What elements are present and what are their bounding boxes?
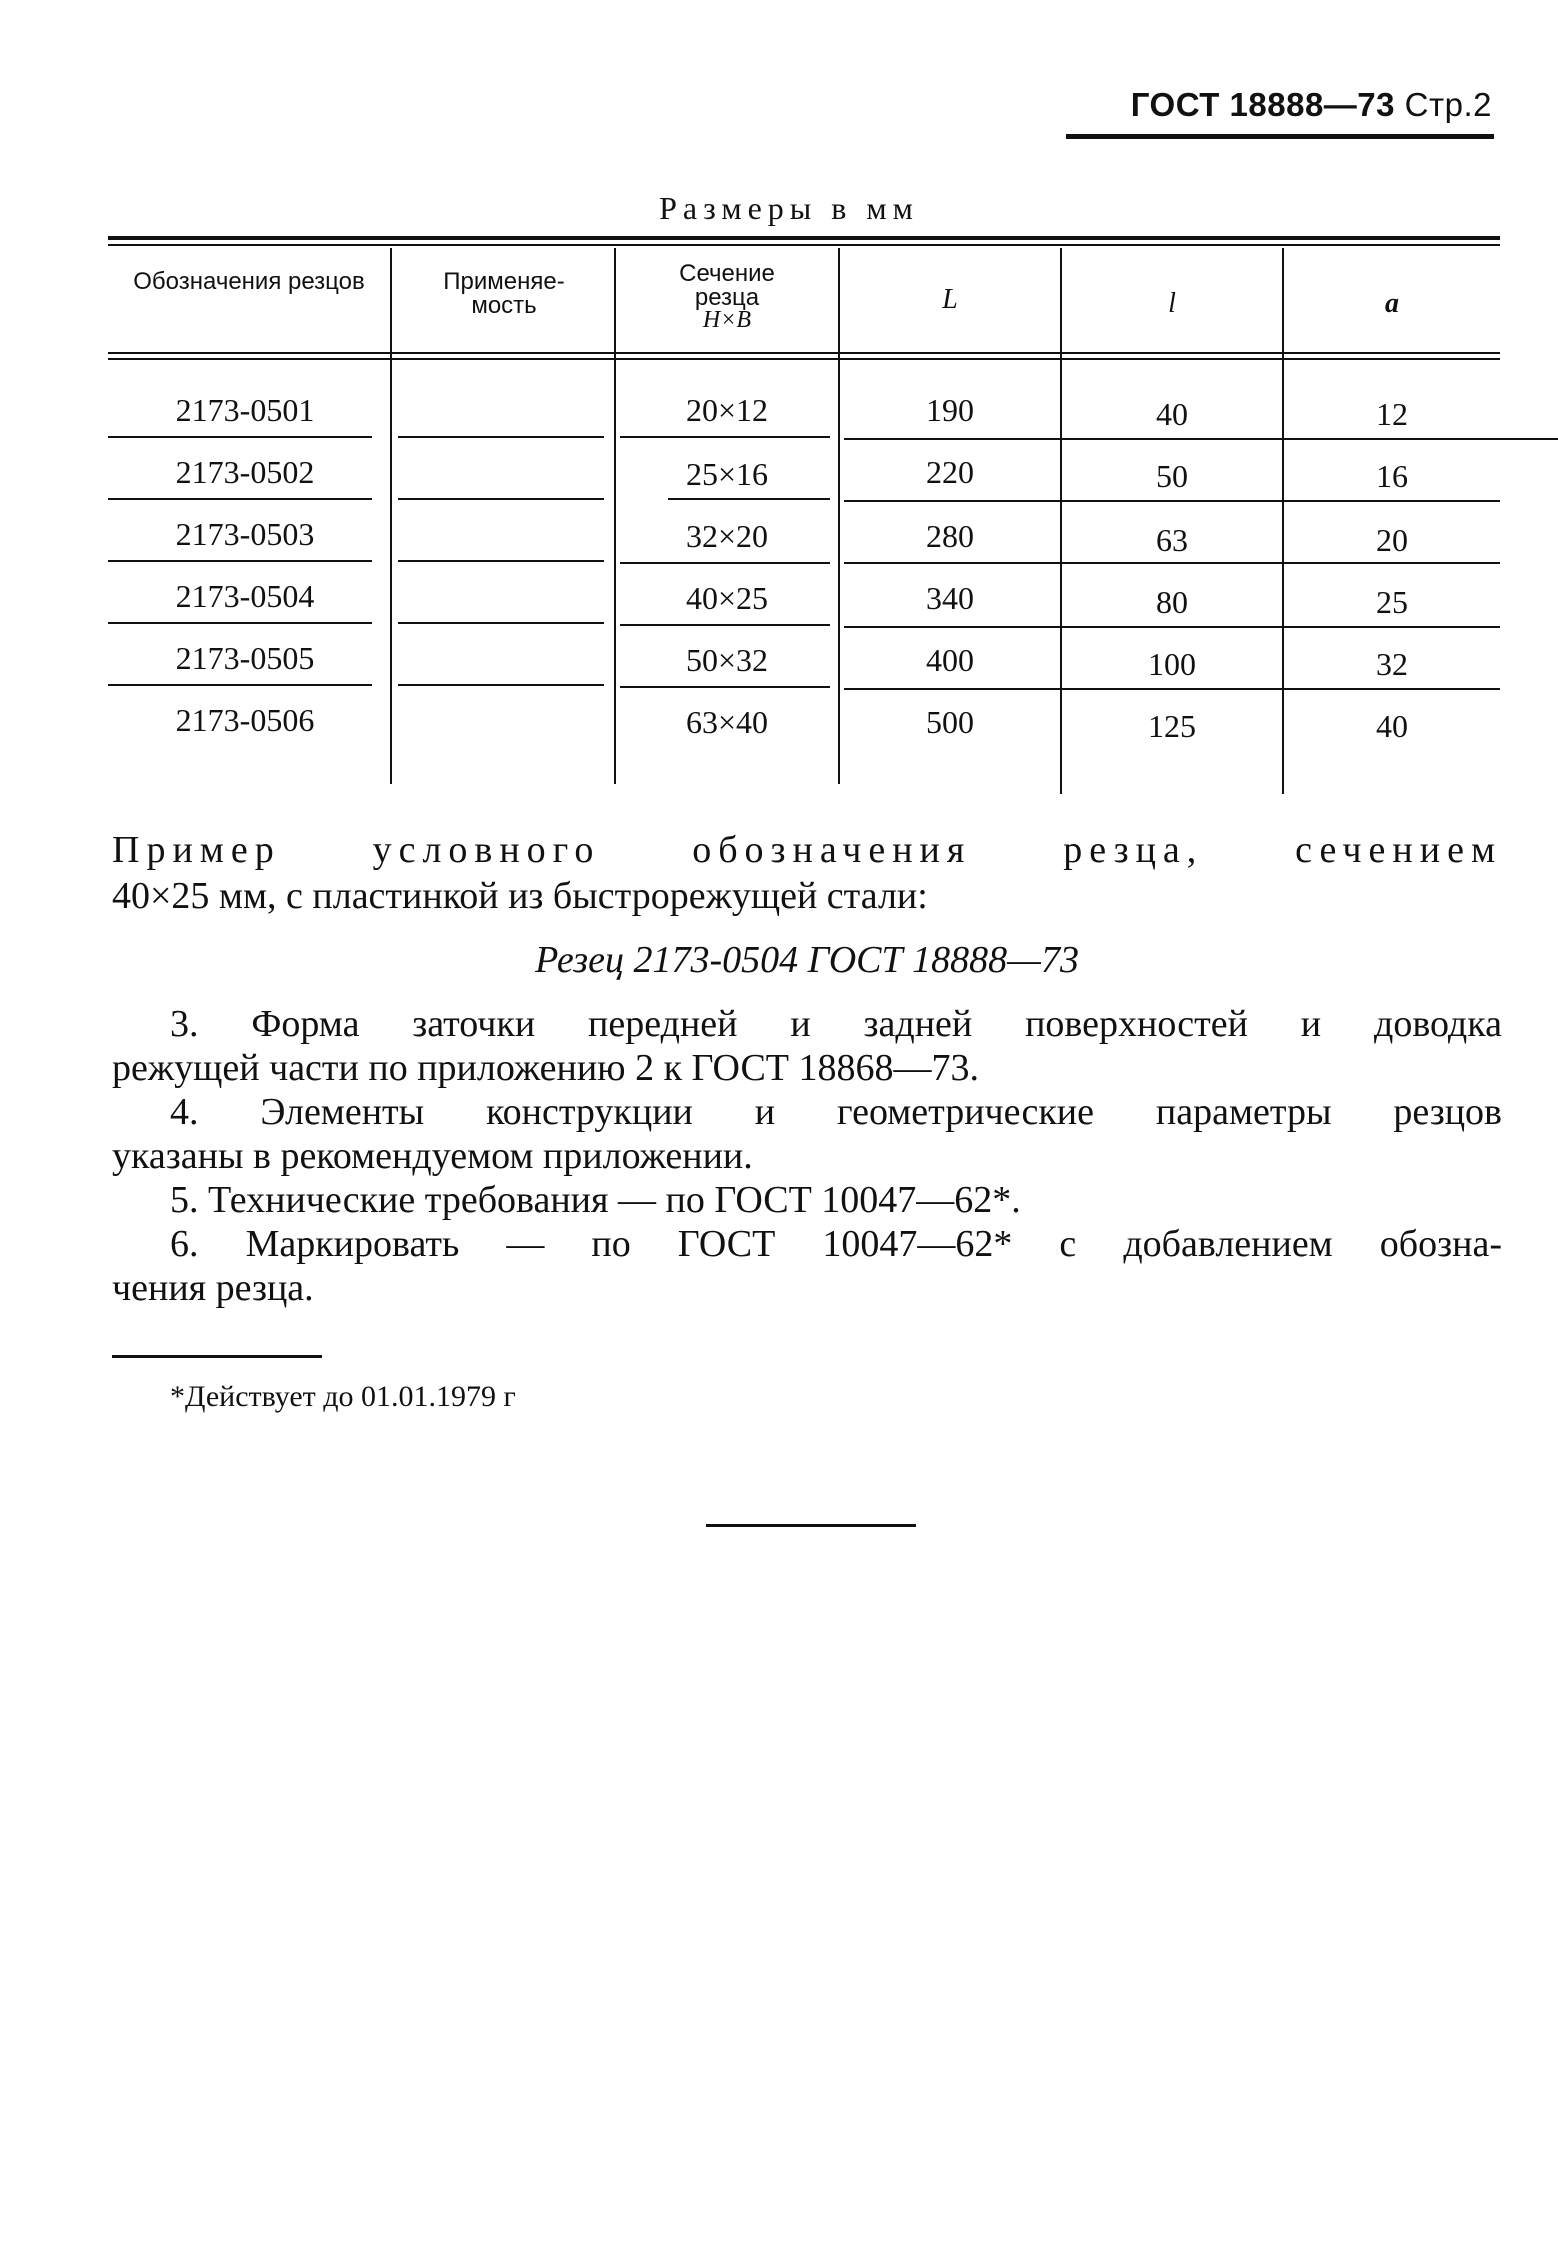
row-rule <box>398 436 604 438</box>
row-rule <box>108 622 372 624</box>
cell-section: 25×16 <box>685 456 769 492</box>
standard-number: ГОСТ 18888—73 <box>1130 86 1395 123</box>
footnote: *Действует до 01.01.1979 г <box>170 1380 516 1413</box>
cell-L: 220 <box>926 454 974 490</box>
table-top-rule <box>108 236 1500 240</box>
cell-section: 32×20 <box>685 518 769 554</box>
cell-section: 20×12 <box>685 392 769 428</box>
cell-a: 20 <box>1376 522 1408 558</box>
footnote-rule <box>112 1355 322 1358</box>
cell-a: 16 <box>1376 458 1408 494</box>
cell-L: 400 <box>926 642 974 678</box>
cell-section: 40×25 <box>685 580 769 616</box>
header-bottom-rule-2 <box>108 358 1500 360</box>
cell-L: 500 <box>926 704 974 740</box>
cell-designation: 2173-0505 <box>175 640 315 676</box>
example-designation: Резец 2173-0504 ГОСТ 18888—73 <box>535 939 1079 981</box>
example-line-1: Пример условного обозначения резца, сечением <box>112 829 1502 871</box>
row-rule <box>844 562 1500 564</box>
cell-l: 63 <box>1156 522 1188 558</box>
table-caption: Размеры в мм <box>659 190 919 226</box>
item-6-line-1: 6. Маркировать — по ГОСТ 10047—62* с добавлением обозна- <box>170 1223 1502 1265</box>
header-designation: Обозначения резцов <box>133 268 365 295</box>
item-4-line-2: указаны в рекомендуемом приложении. <box>112 1135 753 1177</box>
cell-a: 25 <box>1376 584 1408 620</box>
page-number: Стр.2 <box>1404 86 1492 123</box>
dimensions-table <box>108 236 1500 796</box>
cell-l: 50 <box>1156 458 1188 494</box>
header-l: l <box>1168 288 1176 319</box>
cell-a: 32 <box>1376 646 1408 682</box>
header-applicability: Применяе- мость <box>443 268 565 319</box>
row-rule <box>668 498 830 500</box>
header-rule <box>1066 134 1494 139</box>
row-rule <box>844 626 1500 628</box>
item-4-line-1: 4. Элементы конструкции и геометрические параметры резцов <box>170 1091 1502 1133</box>
cell-designation: 2173-0506 <box>175 702 315 738</box>
cell-L: 280 <box>926 518 974 554</box>
row-rule <box>398 684 604 686</box>
row-rule <box>620 562 830 564</box>
end-rule <box>706 1524 916 1527</box>
cell-designation: 2173-0504 <box>175 578 315 614</box>
header-section-line3: H×B <box>702 307 752 333</box>
cell-section: 50×32 <box>685 642 769 678</box>
cell-a: 12 <box>1376 396 1408 432</box>
cell-l: 80 <box>1156 584 1188 620</box>
page-header <box>1131 86 1492 124</box>
header-a: a <box>1385 288 1399 319</box>
header-section-line1: Сечение <box>679 260 775 287</box>
row-rule <box>398 498 604 500</box>
row-rule <box>844 500 1500 502</box>
cell-a: 40 <box>1376 708 1408 744</box>
row-rule <box>108 498 372 500</box>
row-rule <box>398 560 604 562</box>
cell-L: 340 <box>926 580 974 616</box>
row-rule <box>844 438 1558 440</box>
cell-designation: 2173-0503 <box>175 516 315 552</box>
cell-l: 100 <box>1148 646 1196 682</box>
row-rule <box>108 684 372 686</box>
item-3-line-2: режущей части по приложению 2 к ГОСТ 18868—73. <box>112 1047 980 1089</box>
row-rule <box>620 624 830 626</box>
cell-section: 63×40 <box>685 704 769 740</box>
row-rule <box>620 686 830 688</box>
row-rule <box>844 688 1500 690</box>
item-3-line-1: 3. Форма заточки передней и задней поверхностей и доводка <box>170 1003 1502 1045</box>
cell-l: 40 <box>1156 396 1188 432</box>
row-rule <box>108 436 372 438</box>
item-5: 5. Технические требования — по ГОСТ 10047—62*. <box>170 1179 1021 1221</box>
example-line-2: 40×25 мм, с пластинкой из быстрорежущей стали: <box>112 875 928 917</box>
cell-designation: 2173-0501 <box>175 392 315 428</box>
row-rule <box>398 622 604 624</box>
col-divider <box>390 248 392 784</box>
cell-l: 125 <box>1148 708 1196 744</box>
cell-L: 190 <box>926 392 974 428</box>
table-top-rule-2 <box>108 244 1500 246</box>
header-L: L <box>942 284 958 315</box>
row-rule <box>108 560 372 562</box>
header-bottom-rule <box>108 352 1500 354</box>
cell-designation: 2173-0502 <box>175 454 315 490</box>
item-6-line-2: чения резца. <box>112 1267 314 1309</box>
row-rule <box>620 436 830 438</box>
header-section-line2: резца <box>694 284 760 311</box>
